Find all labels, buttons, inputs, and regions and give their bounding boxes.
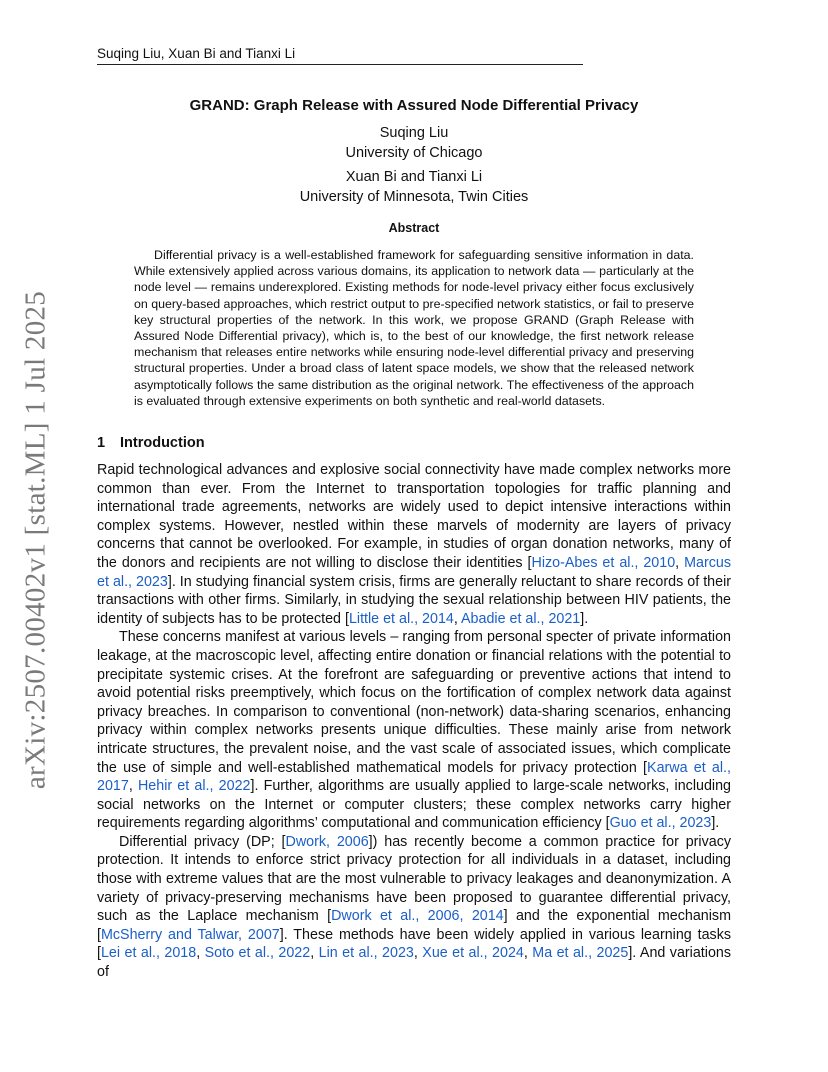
paragraph-text: , [128,778,138,795]
citation-link[interactable]: Guo et al., 2023 [609,815,712,832]
section-number: 1 [97,435,106,451]
author-group [0,123,828,163]
citation-link[interactable]: Lei et al., 2018 [100,945,197,962]
paragraph-text: Differential privacy (DP; [ [119,833,286,850]
section-title: Introduction [120,435,205,451]
paragraph-text: , [453,610,462,627]
paragraph-text: ]. Further, algorithms are usually applied to large-scale networks, including social networks on the Internet or computer clusters; these complex networks carry higher requirements regarding algorithms’ computational and communication efficiency [ [97,778,731,832]
citation-link[interactable]: Ma et al., 2025 [532,945,629,962]
paragraph-text: , [413,945,423,962]
paragraph-text: ]. These methods have been widely applied in various learning tasks [ [97,926,732,962]
citation-link[interactable]: Dwork et al., 2006, 2014 [331,908,504,925]
abstract-heading: Abstract [388,221,440,235]
paragraph-text: ] and the exponential mechanism [ [97,908,731,943]
author-affiliation: University of Chicago [345,145,483,161]
author-names: Xuan Bi and Tianxi Li [345,169,483,185]
paragraph-text: ]. [711,815,720,832]
citation-link[interactable]: Little et al., 2014 [348,610,454,627]
body-paragraph [97,461,731,628]
arxiv-stamp: arXiv:2507.00402v1 [stat.ML] 1 Jul 2025 [19,290,52,790]
citation-link[interactable]: Xue et al., 2024 [422,945,524,962]
author-names: Suqing Liu [379,125,449,141]
citation-link[interactable]: Soto et al., 2022 [204,945,311,962]
paragraph-text: ]. And variations of [97,945,731,981]
body-text [97,461,731,982]
paper-title: GRAND: Graph Release with Assured Node Differential Privacy [189,97,639,114]
paragraph-text: , [523,945,533,962]
section-heading [97,435,205,451]
paragraph-text: ]. [580,610,589,627]
citation-link[interactable]: Abadie et al., 2021 [461,610,581,627]
citation-link[interactable]: McSherry and Talwar, 2007 [100,926,280,943]
paragraph-text: , [196,945,205,962]
paragraph-text: Rapid technological advances and explosive social connectivity have made complex networks more common than ever. From the Internet to transportation topologies for traffic planning and international trade agreements, networks are widely used to depict intensive interactions within complex systems. However, nestled within these marvels of modernity are layers of privacy concerns that cannot be overlooked. For example, in studies of organ donation networks, many of the donors and recipients are not willing to disclose their identities [ [97,462,731,571]
body-paragraph [97,628,731,833]
author-affiliation: University of Minnesota, Twin Cities [299,189,529,205]
citation-link[interactable]: Lin et al., 2023 [318,945,414,962]
paragraph-text: , [310,945,319,962]
paragraph-text: These concerns manifest at various levels – ranging from personal specter of private information leakage, at the macroscopic level, affecting entire donation or financial relations with the potential to precipitate systemic crises. At the forefront are safeguarding or preventive actions that intend to avoid potential risks preemptively, which focus on the fortification of complex network data against privacy breaches. In comparison to conventional (non-network) data-sharing scenarios, enhancing privacy within complex networks presents unique difficulties. These mainly arise from network intricate structures, the prevalent noise, and the vast scale of associated issues, which complicate the use of simple and well-established mathematical models for privacy protection [ [97,629,731,776]
abstract-text: Differential privacy is a well-established framework for safeguarding sensitive information in data. While extensively applied across various domains, its application to network data — particularly at the node level — remains underexplored. Existing methods for node-level privacy either focus exclusively on query-based approaches, which restrict output to pre-specified network statistics, or fail to preserve key structural properties of the network. In this work, we propose GRAND (Graph Release with Assured Node Differential privacy), which is, to the best of our knowledge, the first network release mechanism that releases entire networks while ensuring node-level differential privacy and preserving structural properties. Under a broad class of latent space models, we show that the released network asymptotically follows the same distribution as the original network. The effectiveness of the approach is evaluated through extensive experiments on both synthetic and real-world datasets. [134,248,694,408]
author-block [0,123,828,211]
paragraph-text: , [675,554,685,571]
body-paragraph [97,833,731,982]
paragraph-text: ]) has recently become a common practice for privacy protection. It intends to enforce strict privacy protection for all individuals in a dataset, including those with extreme values that are the most vulnerable to privacy leakages and deanonymization. A variety of privacy-preserving mechanisms have been proposed to guarantee differential privacy, such as the Laplace mechanism [ [97,833,731,925]
author-group [0,167,828,207]
paragraph-text: ]. In studying financial system crisis, firms are generally reluctant to share records of their transactions with other firms. Similarly, in studying the sexual relationship between HIV patients, the identity of subjects has to be protected [ [97,573,732,627]
citation-link[interactable]: Hehir et al., 2022 [137,778,251,795]
running-head: Suqing Liu, Xuan Bi and Tianxi Li [97,46,583,65]
citation-link[interactable]: Dwork, 2006 [285,833,369,850]
citation-link[interactable]: Marcus et al., 2023 [97,554,731,590]
citation-link[interactable]: Karwa et al., 2017 [97,759,731,795]
citation-link[interactable]: Hizo-Abes et al., 2010 [531,554,676,571]
